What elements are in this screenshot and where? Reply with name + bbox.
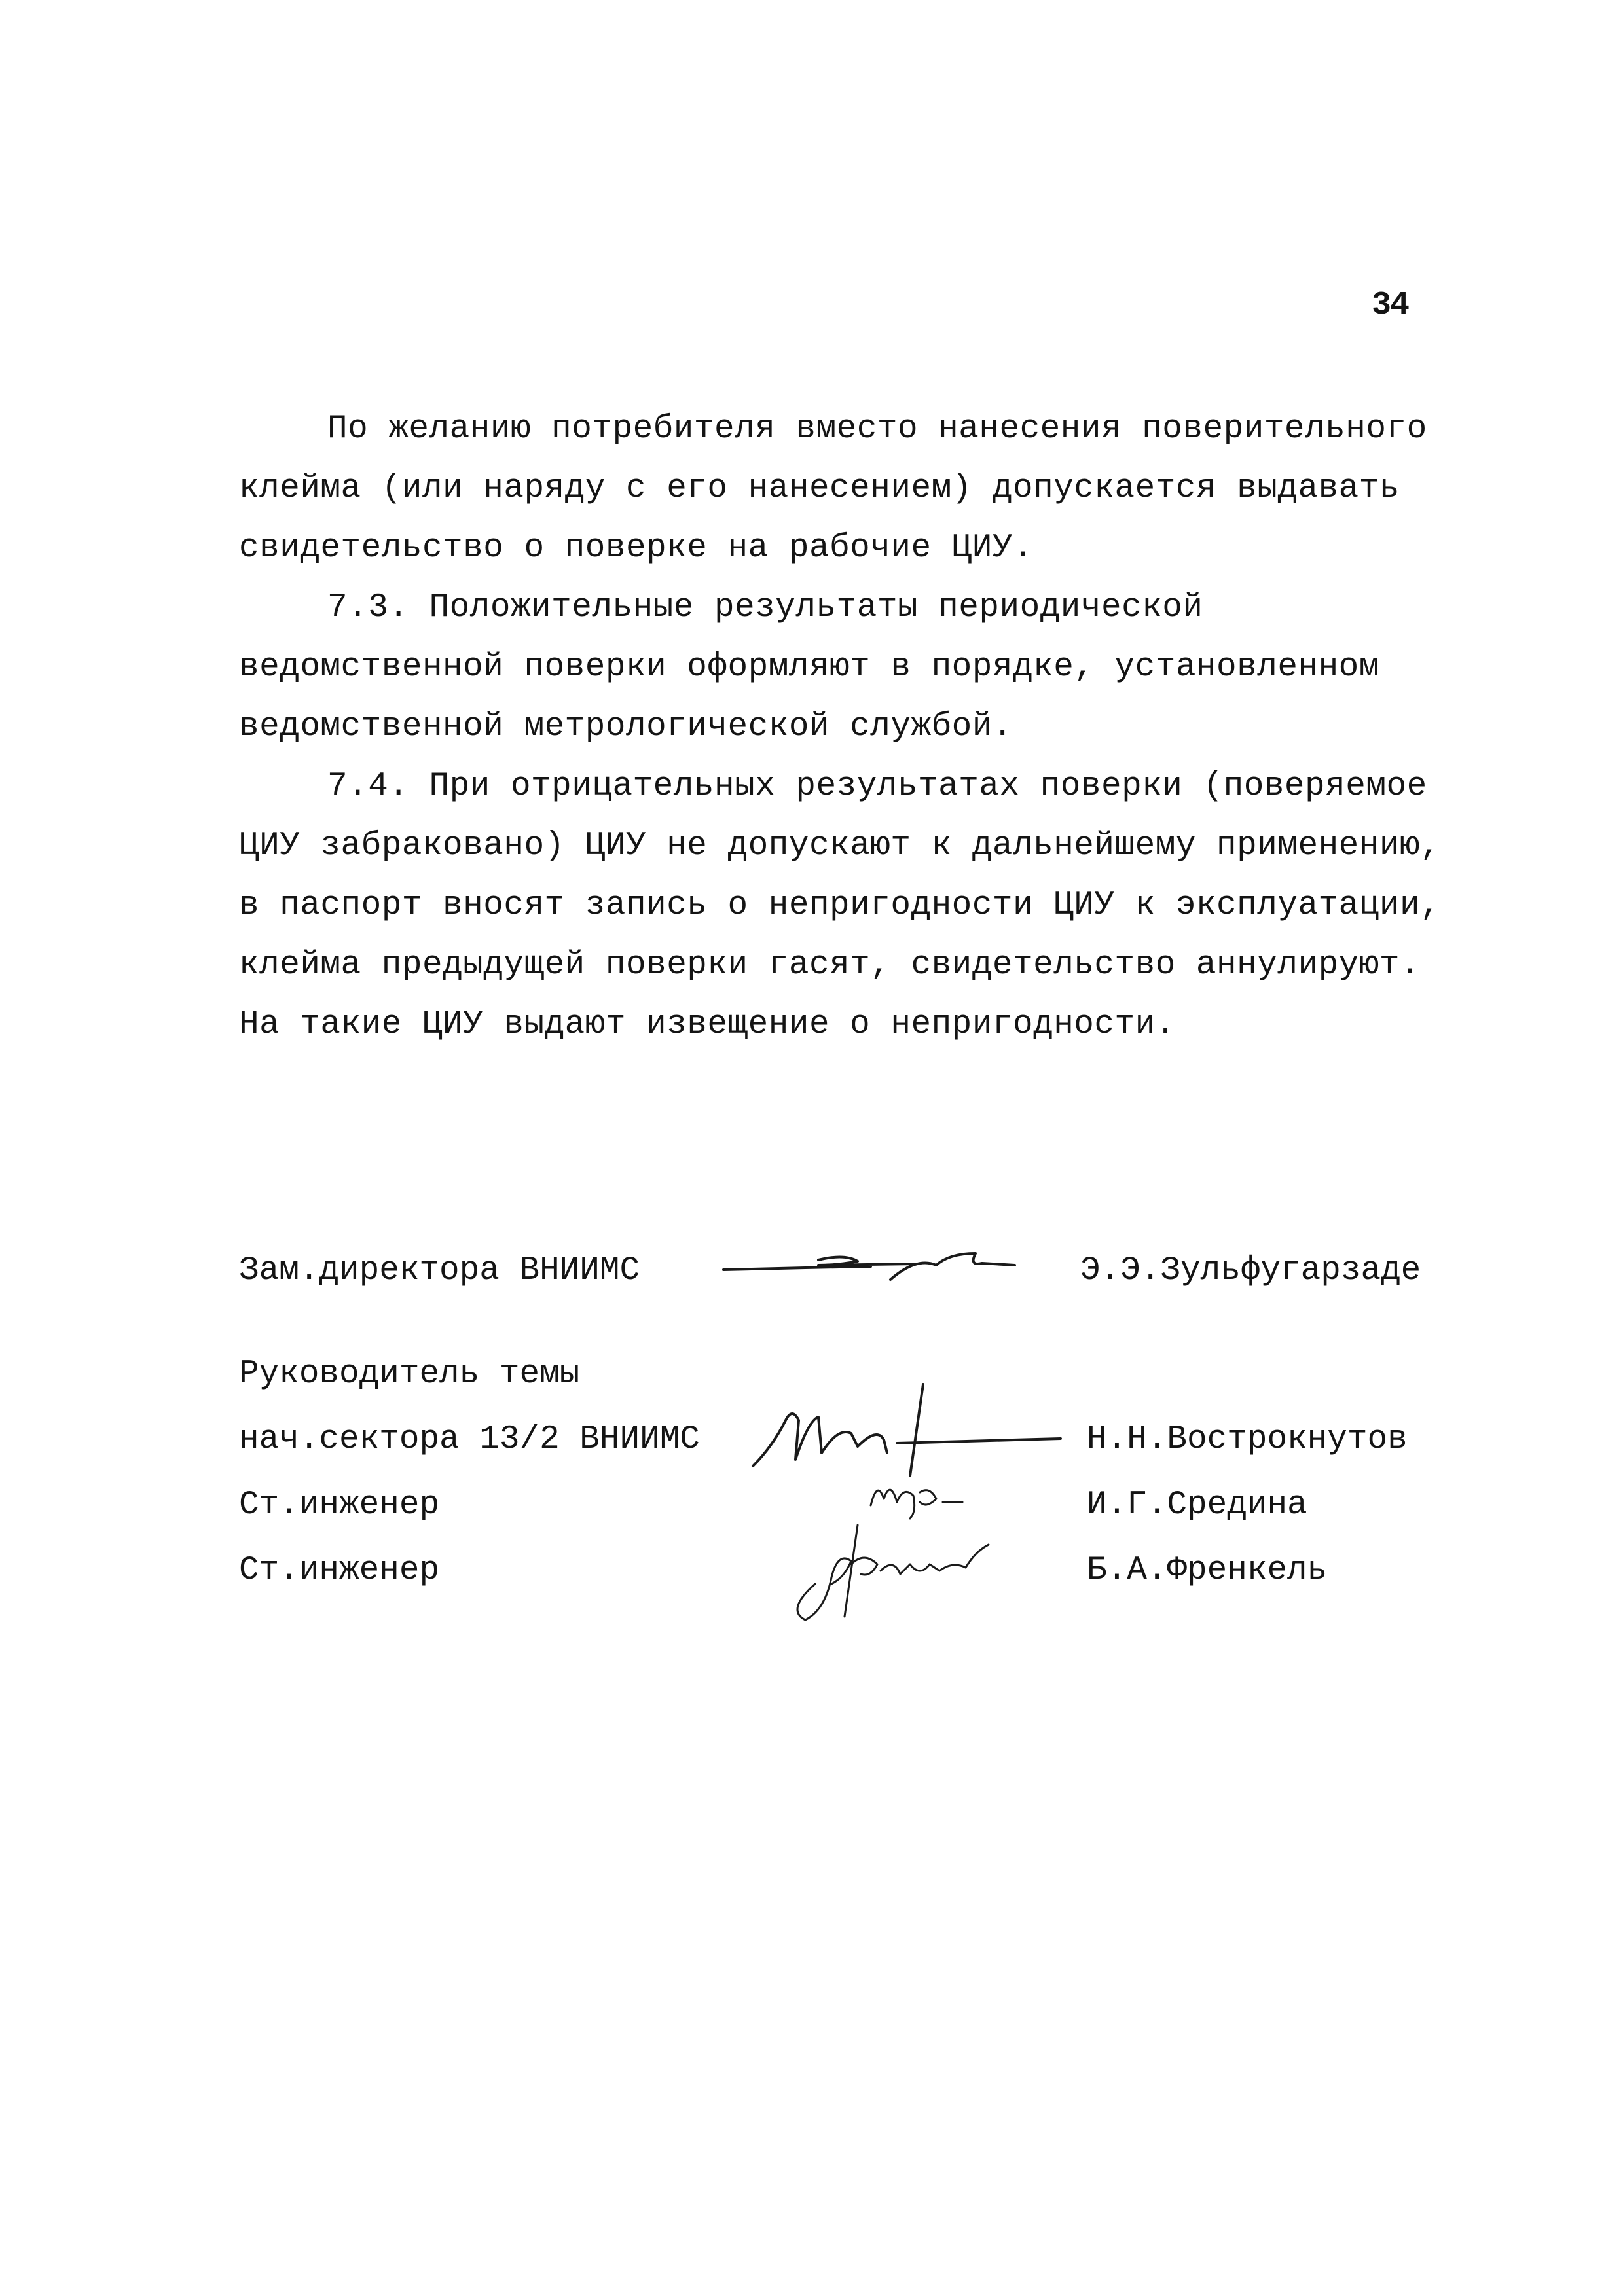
- paragraph-7-3: 7.3. Положительные результаты периодической ведомственной поверки оформляют в порядке, установленном ведомственной метрологической службой.: [239, 589, 1379, 745]
- signer-name-sredina: И.Г.Средина: [1087, 1486, 1307, 1524]
- signer-position-senior-engineer-1: Ст.инженер: [239, 1486, 440, 1524]
- paragraph-consumer-certificate: По желанию потребителя вместо нанесения поверительного клейма (или наряду с его нанесением) допускается выдавать свидетельство о поверке на рабочие ЦИУ.: [239, 410, 1427, 567]
- signer-position-topic-head-line1: Руководитель темы: [239, 1355, 580, 1393]
- signer-position-topic-head-line2: нач.сектора 13/2 ВНИИМС: [239, 1421, 700, 1458]
- handwritten-signature: [720, 1234, 1021, 1293]
- signer-name-zulfugarzade: Э.Э.Зульфугарзаде: [1080, 1252, 1421, 1289]
- signer-name-frenkel: Б.А.Френкель: [1087, 1552, 1328, 1589]
- signer-position-deputy-director: Зам.директора ВНИИМС: [239, 1252, 640, 1289]
- handwritten-signature: [779, 1512, 1002, 1623]
- body-text: [239, 399, 1476, 1054]
- handwritten-signature: [746, 1381, 1074, 1479]
- page-number: 34: [1372, 287, 1409, 324]
- signer-name-vostroknutov: Н.Н.Вострокнутов: [1087, 1421, 1408, 1458]
- paragraph-7-4: 7.4. При отрицательных результатах поверки (поверяемое ЦИУ забраковано) ЦИУ не допускают к дальнейшему применению, в паспорт вносят запись о непригодности ЦИУ к эксплуатации, клейма предыдущей поверки гасят, свидетельство аннулируют. На такие ЦИУ выдают извещение о непригодности.: [239, 768, 1441, 1043]
- signer-position-senior-engineer-2: Ст.инженер: [239, 1552, 440, 1589]
